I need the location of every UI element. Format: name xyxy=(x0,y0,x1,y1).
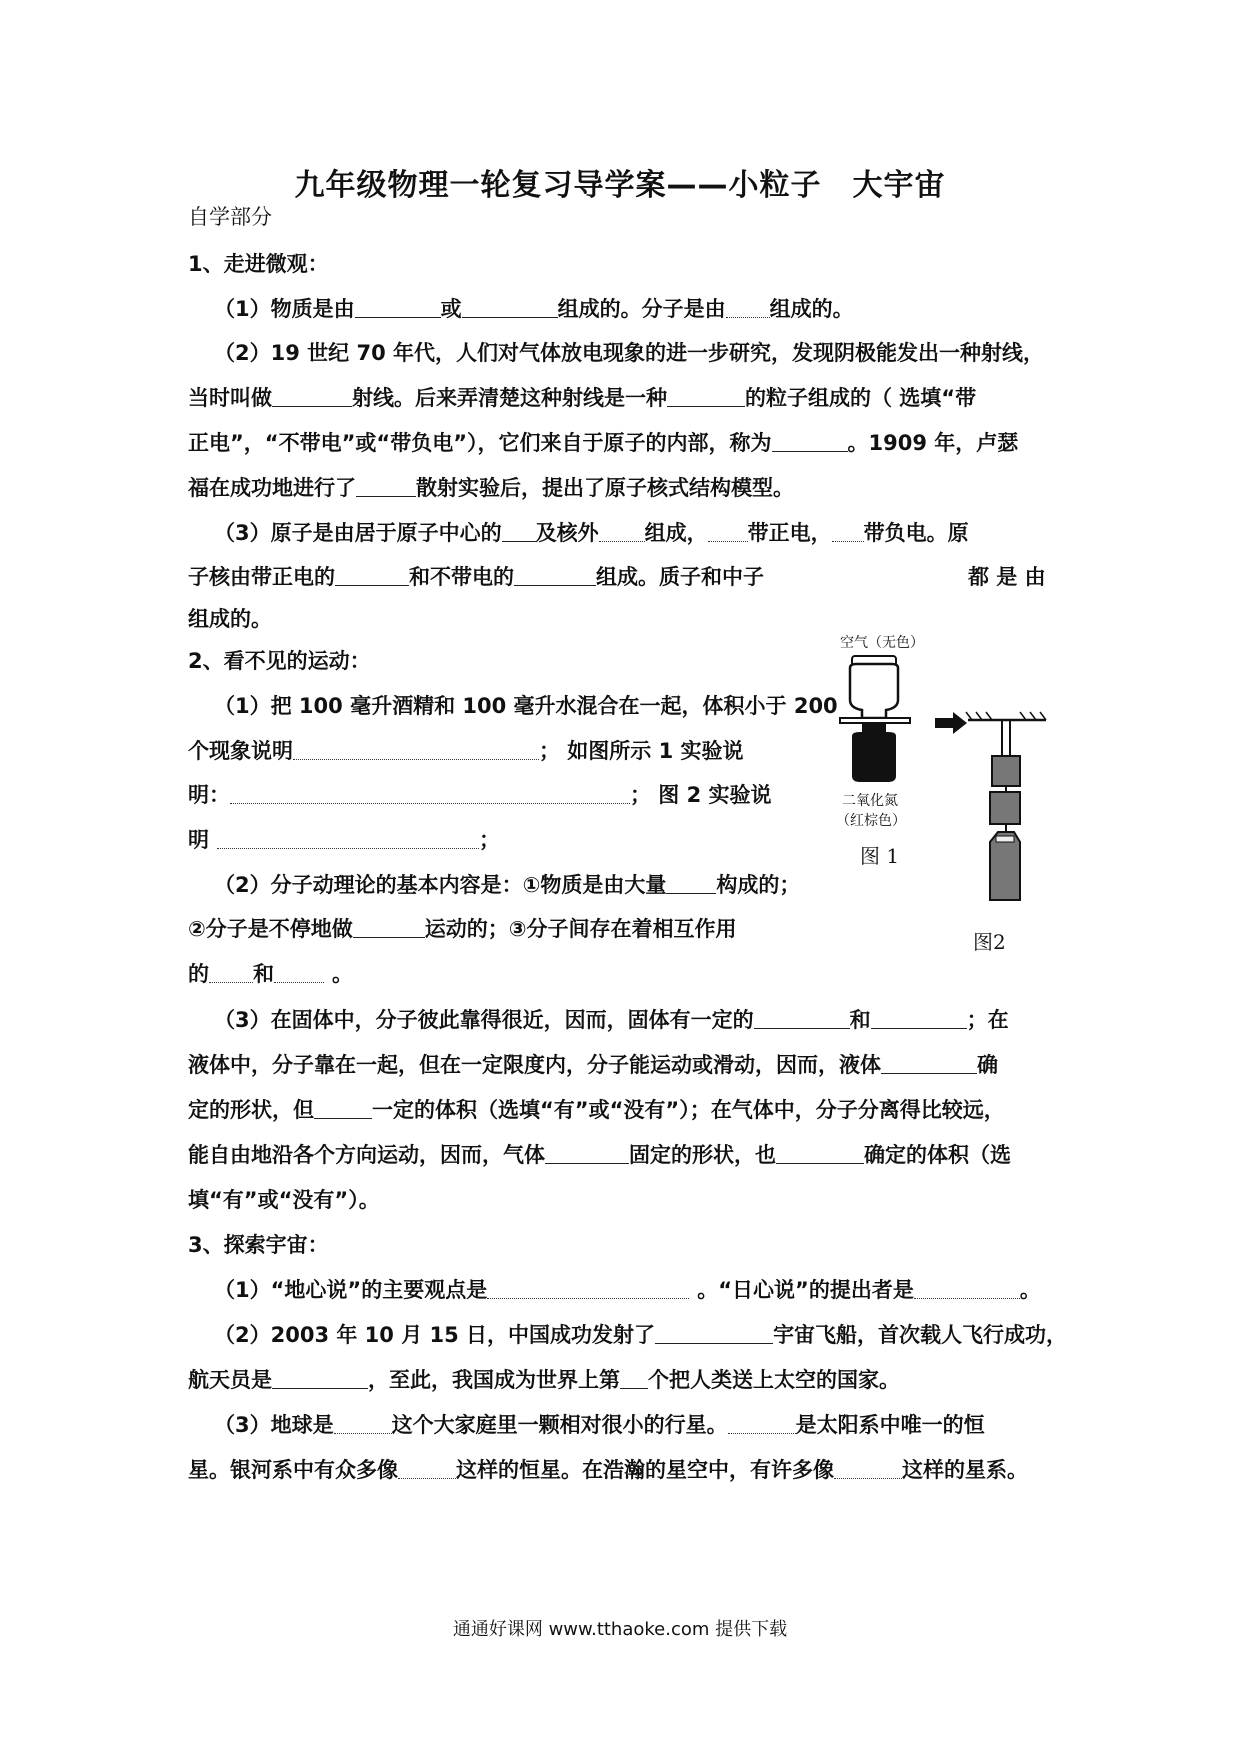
q1-p3-text-g: 和不带电的 xyxy=(409,565,514,589)
q1-p3-text-c: 组成， xyxy=(644,521,708,545)
q1-part2-line4 xyxy=(188,473,794,503)
answer-blank[interactable] xyxy=(620,1366,648,1389)
q1-part3-line3: 组成的。 xyxy=(188,607,272,631)
q2-p2-text-b: 构成的； xyxy=(716,873,801,897)
q1-p3-text-h: 组成。质子和中子 xyxy=(596,565,764,589)
answer-blank[interactable] xyxy=(356,474,416,497)
q2-p3-text-f: 定的形状，但 xyxy=(188,1098,314,1122)
q3-p2-text-b: 宇宙飞船，首次载人飞行成功， xyxy=(773,1323,1068,1347)
q3-p3-text-a: （3）地球是 xyxy=(214,1413,334,1437)
q2-p2-text-a: （2）分子动理论的基本内容是：①物质是由大量 xyxy=(214,873,667,897)
answer-blank[interactable] xyxy=(398,1456,456,1479)
q3-p1-text-b: 。“日心说”的提出者是 xyxy=(697,1278,914,1302)
q2-p1-text-f: ； xyxy=(479,828,500,852)
q1-part2-line2 xyxy=(188,383,976,413)
q2-heading: 2、看不见的运动： xyxy=(188,649,371,673)
q1-p3-text-f: 子核由带正电的 xyxy=(188,565,335,589)
q1-p2-text-c: 的粒子组成的（ 选填“带 xyxy=(745,386,977,410)
q1-p1-text-b: 或 xyxy=(440,297,462,321)
q1-heading: 1、走进微观： xyxy=(188,252,329,276)
q3-p2-text-e: 个把人类送上太空的国家。 xyxy=(648,1368,900,1392)
q2-p3-text-a: （3）在固体中，分子彼此靠得很近，因而，固体有一定的 xyxy=(214,1008,754,1032)
q2-p3-text-j: 确定的体积（选 xyxy=(864,1143,1011,1167)
q1-part3-line2-tail: 都 是 由 xyxy=(968,565,1046,589)
q2-p2-text-d: 运动的；③分子间存在着相互作用 xyxy=(424,917,737,941)
answer-blank[interactable] xyxy=(871,1006,967,1029)
q1-p1-text-c: 组成的。分子是由 xyxy=(557,297,726,321)
answer-blank[interactable] xyxy=(272,384,352,407)
page-title: 九年级物理一轮复习导学案——小粒子 大宇宙 xyxy=(294,168,946,203)
q2-part3-line2 xyxy=(188,1050,998,1080)
q2-p3-text-d: 液体中，分子靠在一起，但在一定限度内，分子能运动或滑动，因而，液体 xyxy=(188,1053,881,1077)
q1-p2-text-f: 福在成功地进行了 xyxy=(188,476,356,500)
q2-p3-text-e: 确 xyxy=(977,1053,998,1077)
q1-p3-text-d: 带正电， xyxy=(747,521,832,545)
q3-p3-text-d: 星。银河系中有众多像 xyxy=(188,1458,398,1482)
q2-p1-text-b: ； 如图所示 1 实验说 xyxy=(539,739,744,763)
q1-p3-text-b: 及核外 xyxy=(535,521,599,545)
q1-p2-text-a: 当时叫做 xyxy=(188,386,272,410)
answer-blank[interactable] xyxy=(545,1141,629,1164)
q3-part3-line1 xyxy=(214,1410,985,1440)
q3-part2-line2 xyxy=(188,1365,900,1395)
q2-p2-text-c: ②分子是不停地做 xyxy=(188,917,353,941)
q1-part1 xyxy=(214,294,854,324)
q2-p1-text-a: 个现象说明 xyxy=(188,739,293,763)
answer-blank[interactable] xyxy=(334,1411,392,1434)
answer-blank[interactable] xyxy=(776,1141,864,1164)
q2-part1-line1: （1）把 100 毫升酒精和 100 毫升水混合在一起，体积小于 200 xyxy=(214,694,838,718)
answer-blank[interactable] xyxy=(881,1051,977,1074)
q1-part3-line2 xyxy=(188,562,764,592)
figure2-blocks-drawing xyxy=(960,710,1050,910)
answer-blank[interactable] xyxy=(487,1276,689,1299)
q3-p3-text-b: 这个大家庭里一颗相对很小的行星。 xyxy=(391,1413,728,1437)
q2-part3-line3 xyxy=(188,1095,1005,1125)
q2-p1-text-d: ； 图 2 实验说 xyxy=(630,783,772,807)
figure1-gas-label-1: 二氧化氮 xyxy=(842,793,898,809)
q3-p1-text-a: （1）“地心说”的主要观点是 xyxy=(214,1278,488,1302)
q1-p2-text-d: 正电”，“不带电”或“带负电”），它们来自于原子的内部，称为 xyxy=(188,431,772,455)
answer-blank[interactable] xyxy=(209,960,253,983)
q3-p2-text-d: ，至此，我国成为世界上第 xyxy=(368,1368,620,1392)
q2-p1-text-e: 明 xyxy=(188,828,209,852)
q2-part2-line2 xyxy=(188,914,737,944)
answer-blank[interactable] xyxy=(914,1276,1020,1299)
answer-blank[interactable] xyxy=(728,1411,796,1434)
q2-p3-text-h: 能自由地沿各个方向运动，因而，气体 xyxy=(188,1143,545,1167)
answer-blank[interactable] xyxy=(314,1096,372,1119)
q2-p2-text-e: 的 xyxy=(188,962,209,986)
answer-blank[interactable] xyxy=(832,519,864,542)
answer-blank[interactable] xyxy=(708,519,748,542)
figure1-gas-label-2: （红棕色） xyxy=(836,813,906,829)
answer-blank[interactable] xyxy=(834,1456,902,1479)
q2-part3-line1 xyxy=(214,1005,1009,1035)
q1-p3-text-a: （3）原子是由居于原子中心的 xyxy=(214,521,502,545)
answer-blank[interactable] xyxy=(754,1006,850,1029)
answer-blank[interactable] xyxy=(217,826,479,849)
q3-heading: 3、探索宇宙： xyxy=(188,1233,329,1257)
q3-part1 xyxy=(214,1275,1041,1305)
q2-part1-line3 xyxy=(188,780,772,810)
answer-blank[interactable] xyxy=(462,295,558,318)
q2-part3-line5: 填“有”或“没有”）。 xyxy=(188,1188,380,1212)
figure2-caption: 图2 xyxy=(973,930,1006,954)
answer-blank[interactable] xyxy=(274,960,324,983)
answer-blank[interactable] xyxy=(230,781,630,804)
q2-part2-line1 xyxy=(214,870,800,900)
q3-p2-text-c: 航天员是 xyxy=(188,1368,272,1392)
q2-p3-text-b: 和 xyxy=(849,1008,871,1032)
q2-p3-text-i: 固定的形状，也 xyxy=(629,1143,776,1167)
q1-part3-line1 xyxy=(214,518,969,548)
q1-p2-text-g: 散射实验后，提出了原子核式结构模型。 xyxy=(416,476,794,500)
q1-part2-line3 xyxy=(188,428,1018,458)
answer-blank[interactable] xyxy=(502,519,536,542)
answer-blank[interactable] xyxy=(599,519,645,542)
section-self-study: 自学部分 xyxy=(188,205,272,229)
answer-blank[interactable] xyxy=(514,563,596,586)
q3-p3-text-e: 这样的恒星。在浩瀚的星空中，有许多像 xyxy=(456,1458,834,1482)
page-footer: 通通好课网 www.tthaoke.com 提供下载 xyxy=(452,1619,788,1640)
answer-blank[interactable] xyxy=(353,915,425,938)
q2-part2-line3 xyxy=(188,959,353,989)
answer-blank[interactable] xyxy=(293,737,539,760)
q1-p1-text-a: （1）物质是由 xyxy=(214,297,355,321)
answer-blank[interactable] xyxy=(726,295,770,318)
q2-part1-line2 xyxy=(188,736,744,766)
answer-blank[interactable] xyxy=(272,1366,368,1389)
q3-p3-text-f: 这样的星系。 xyxy=(902,1458,1028,1482)
answer-blank[interactable] xyxy=(335,563,409,586)
q2-p2-text-g: 。 xyxy=(332,962,353,986)
q2-p2-text-f: 和 xyxy=(253,962,274,986)
answer-blank[interactable] xyxy=(355,295,441,318)
figure1-caption: 图 1 xyxy=(860,844,900,868)
q2-part3-line4 xyxy=(188,1140,1011,1170)
q1-part2-line1: （2）19 世纪 70 年代，人们对气体放电现象的进一步研究，发现阴极能发出一种射线， xyxy=(214,341,1044,365)
q2-p3-text-g: 一定的体积（选填“有”或“没有”）；在气体中，分子分离得比较远， xyxy=(372,1098,1005,1122)
q3-part3-line2 xyxy=(188,1455,1028,1485)
q3-p2-text-a: （2）2003 年 10 月 15 日，中国成功发射了 xyxy=(214,1323,656,1347)
q2-p1-text-c: 明： xyxy=(188,783,230,807)
answer-blank[interactable] xyxy=(666,871,716,894)
answer-blank[interactable] xyxy=(772,429,848,452)
q3-p3-text-c: 是太阳系中唯一的恒 xyxy=(795,1413,985,1437)
q1-p2-text-b: 射线。后来弄清楚这种射线是一种 xyxy=(352,386,667,410)
q3-part2-line1 xyxy=(214,1320,1067,1350)
q2-p3-text-c: ；在 xyxy=(966,1008,1009,1032)
answer-blank[interactable] xyxy=(655,1321,773,1344)
q3-p1-text-c: 。 xyxy=(1019,1278,1041,1302)
q1-p3-text-e: 带负电。原 xyxy=(863,521,969,545)
figure1-air-label: 空气（无色） xyxy=(840,635,924,651)
answer-blank[interactable] xyxy=(667,384,745,407)
q2-part1-line4 xyxy=(188,825,500,855)
q1-p1-text-d: 组成的。 xyxy=(769,297,854,321)
q1-p2-text-e: 。1909 年，卢瑟 xyxy=(847,431,1019,455)
